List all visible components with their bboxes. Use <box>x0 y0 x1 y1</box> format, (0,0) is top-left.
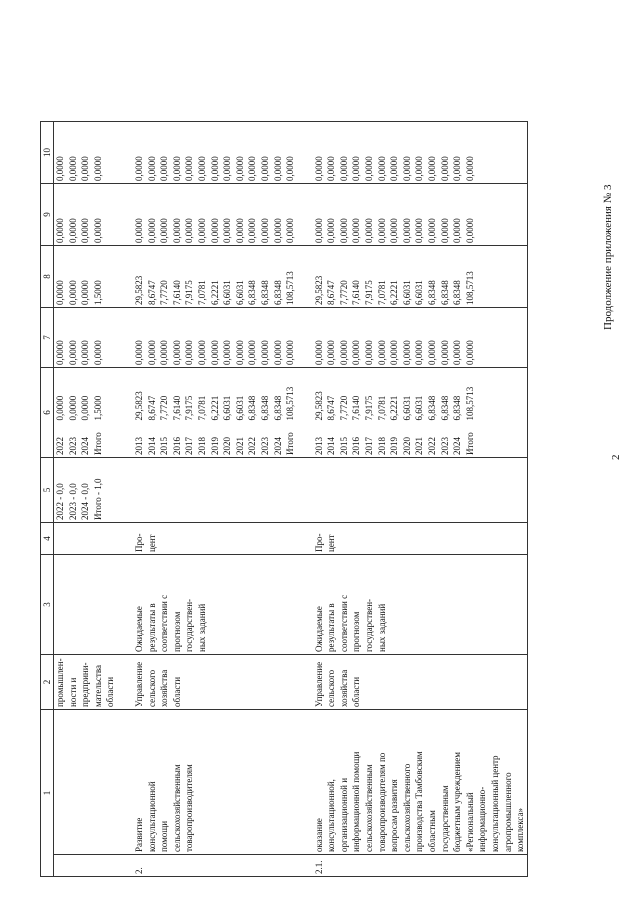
cell-line: 0,0000 <box>401 218 412 243</box>
cell-line: 0,0000 <box>338 340 349 365</box>
cell-line: 0,0000 <box>259 156 270 181</box>
cell-line: 7,7720 <box>338 280 349 305</box>
cell-line: области <box>105 676 116 707</box>
cell-line: 29,5823 <box>133 391 144 421</box>
cell-line: 2014 <box>326 437 337 455</box>
cell-line: предприни- <box>80 662 91 707</box>
cell-line: 0,0000 <box>55 218 65 243</box>
cell-line: 2023 - 0,0 <box>67 483 78 520</box>
cell-line: 6,8348 <box>272 280 283 305</box>
cell-line: 2024 <box>452 437 463 455</box>
cell-line: 2018 <box>376 437 387 455</box>
cell-line: 2022 - 0,0 <box>55 483 65 520</box>
cell-line: 8,6747 <box>326 395 337 421</box>
cell-line: Ожидаемые <box>133 606 144 652</box>
cell-line: 0,0000 <box>464 218 475 243</box>
cell-line: 0,0000 <box>259 218 270 243</box>
cell-line: 0,0000 <box>247 156 258 181</box>
cell-line: 0,0000 <box>285 156 296 181</box>
cell-line: 6,8348 <box>452 395 463 421</box>
cell-regional <box>54 246 117 308</box>
cell-line: 6,6031 <box>414 395 425 421</box>
cell-line: 6,6031 <box>401 280 412 305</box>
cell-line: 7,7720 <box>338 395 349 421</box>
cell-line: 0,0000 <box>133 340 144 365</box>
cell-line: Итого <box>464 432 475 455</box>
cell-line: 2018 <box>196 437 207 455</box>
cell-line: организационной и <box>338 777 349 852</box>
cell-line: 6,8348 <box>259 395 270 421</box>
cell-line: консультационной, <box>326 779 337 852</box>
cell-line: 0,0000 <box>222 156 233 181</box>
cell-line: 7,7720 <box>159 395 170 421</box>
cell-line: 0,0000 <box>92 340 103 365</box>
cell-total <box>117 368 297 423</box>
cell-line: 0,0000 <box>171 218 182 243</box>
header-col-6: 6 <box>41 368 54 458</box>
cell-line: 0,0000 <box>414 156 425 181</box>
cell-line: оказание <box>313 818 324 852</box>
header-col-9: 9 <box>41 184 54 246</box>
cell-line: 0,0000 <box>272 156 283 181</box>
cell-line: 7,0781 <box>196 395 207 421</box>
cell-line: 29,5823 <box>133 275 144 305</box>
cell-extra <box>117 122 297 184</box>
cell-line: результаты в <box>326 603 337 652</box>
cell-line: 0,0000 <box>452 218 463 243</box>
header-col-10: 10 <box>41 122 54 184</box>
cell-line: ности и <box>67 677 78 707</box>
cell-line: 8,6747 <box>326 280 337 305</box>
cell-line: 2019 <box>209 437 220 455</box>
cell-line: 6,2221 <box>389 280 400 305</box>
cell-line: 0,0000 <box>234 156 245 181</box>
cell-line: государствен- <box>184 598 195 652</box>
row-number: 2. <box>117 855 297 877</box>
row-number: 2.1. <box>297 855 528 877</box>
cell-line: 0,0000 <box>439 156 450 181</box>
cell-line: государственным <box>439 785 450 852</box>
cell-line: 6,6031 <box>234 395 245 421</box>
cell-line: 0,0000 <box>464 156 475 181</box>
cell-line: 0,0000 <box>285 218 296 243</box>
cell-line: 0,0000 <box>272 218 283 243</box>
cell-regional <box>297 246 528 308</box>
cell-line: 0,0000 <box>92 156 103 181</box>
cell-line: Итого <box>92 432 103 455</box>
cell-unit <box>297 523 528 555</box>
cell-line: Развитие <box>133 817 144 852</box>
cell-values-by-year <box>117 458 297 523</box>
cell-line: 0,0000 <box>313 340 324 365</box>
cell-line: 0,0000 <box>146 218 157 243</box>
row-number <box>54 855 117 877</box>
cell-line: 0,0000 <box>285 340 296 365</box>
cell-line: 2024 <box>272 437 283 455</box>
cell-line: 7,9175 <box>184 395 195 421</box>
cell-line: 2015 <box>159 437 170 455</box>
cell-years <box>54 423 117 458</box>
cell-line: 6,8348 <box>439 280 450 305</box>
page-number: 2 <box>610 454 622 460</box>
cell-line: 6,8348 <box>439 395 450 421</box>
cell-line: 2016 <box>171 437 182 455</box>
cell-line: помощи <box>159 820 170 852</box>
cell-line: 0,0000 <box>67 280 78 305</box>
cell-line: 7,6140 <box>351 395 362 421</box>
cell-line: информационной помощи <box>351 751 362 852</box>
cell-line: 7,6140 <box>351 280 362 305</box>
cell-line: 0,0000 <box>351 218 362 243</box>
cell-line: 2023 <box>259 437 270 455</box>
cell-line: 6,6031 <box>222 280 233 305</box>
cell-line: 0,0000 <box>196 156 207 181</box>
cell-line: 6,8348 <box>427 395 438 421</box>
cell-line: 29,5823 <box>313 391 324 421</box>
cell-line: 6,6031 <box>234 280 245 305</box>
cell-line: 0,0000 <box>313 218 324 243</box>
cell-line: 0,0000 <box>234 340 245 365</box>
cell-line: хозяйства <box>338 669 349 707</box>
cell-line: 0,0000 <box>67 340 78 365</box>
cell-federal <box>54 308 117 368</box>
cell-line: соответствии с <box>338 594 349 652</box>
cell-line: 0,0000 <box>222 218 233 243</box>
cell-line: 6,8348 <box>452 280 463 305</box>
cell-line: 2019 <box>389 437 400 455</box>
cell-line: результаты в <box>146 603 157 652</box>
cell-line: 0,0000 <box>414 340 425 365</box>
cell-line: 0,0000 <box>326 156 337 181</box>
cell-line: «Региональный <box>464 792 475 852</box>
cell-line: Управление <box>133 661 144 707</box>
cell-line: 2020 <box>401 437 412 455</box>
cell-line: 108,5713 <box>464 386 475 421</box>
cell-extra <box>54 122 117 184</box>
cell-line: 0,0000 <box>272 340 283 365</box>
cell-line: вопросам развития <box>389 779 400 852</box>
cell-line: Ожидаемые <box>313 606 324 652</box>
cell-line: прогнозом <box>351 611 362 652</box>
cell-line: 6,6031 <box>401 395 412 421</box>
cell-line: 0,0000 <box>364 156 375 181</box>
cell-line: 6,2221 <box>209 280 220 305</box>
cell-unit <box>54 523 117 555</box>
cell-line: 6,8348 <box>247 395 258 421</box>
cell-line: областным <box>427 810 438 852</box>
cell-line: 0,0000 <box>80 156 91 181</box>
cell-line: 0,0000 <box>184 156 195 181</box>
cell-line: 0,0000 <box>259 340 270 365</box>
cell-line: 0,0000 <box>171 156 182 181</box>
cell-line: 0,0000 <box>234 218 245 243</box>
cell-line: 108,5713 <box>464 271 475 305</box>
cell-line: 6,6031 <box>222 395 233 421</box>
cell-line: сельскохозяйственного <box>401 763 412 852</box>
cell-line: 0,0000 <box>338 218 349 243</box>
cell-line: Итого - 1,0 <box>92 478 103 520</box>
header-row <box>41 122 54 877</box>
cell-line: 0,0000 <box>133 156 144 181</box>
cell-line: 0,0000 <box>159 156 170 181</box>
cell-line: 7,0781 <box>376 395 387 421</box>
header-col-7: 7 <box>41 308 54 368</box>
cell-line: 0,0000 <box>55 156 65 181</box>
cell-result <box>117 555 297 655</box>
cell-line: 2017 <box>184 437 195 455</box>
header-col-5: 5 <box>41 458 54 523</box>
cell-regional <box>117 246 297 308</box>
cell-line: 0,0000 <box>427 156 438 181</box>
cell-line: 0,0000 <box>414 218 425 243</box>
cell-line: 2013 <box>133 437 144 455</box>
cell-unit <box>117 523 297 555</box>
cell-line: промышлен- <box>55 658 65 707</box>
cell-line: цент <box>146 534 157 552</box>
cell-line: области <box>351 676 362 707</box>
cell-line: сельского <box>146 669 157 707</box>
cell-line: 7,0781 <box>196 280 207 305</box>
header-col-2: 2 <box>41 655 54 710</box>
cell-line: информационно- <box>477 786 488 852</box>
cell-line: 0,0000 <box>376 340 387 365</box>
cell-line: 0,0000 <box>67 218 78 243</box>
cell-local <box>297 184 528 246</box>
program-table <box>40 121 528 877</box>
table-row <box>117 122 297 877</box>
cell-line: 108,5713 <box>285 271 296 305</box>
cell-line: 7,7720 <box>159 280 170 305</box>
cell-line: 0,0000 <box>171 340 182 365</box>
cell-line: 6,8348 <box>259 280 270 305</box>
cell-line: 2015 <box>338 437 349 455</box>
cell-line: 7,0781 <box>376 280 387 305</box>
cell-line: 2022 <box>55 437 65 455</box>
cell-line: 0,0000 <box>55 280 65 305</box>
cell-line: 0,0000 <box>389 156 400 181</box>
table-row <box>297 122 528 877</box>
cell-line: цент <box>326 534 337 552</box>
header-col-8: 8 <box>41 246 54 308</box>
cell-line: 0,0000 <box>184 218 195 243</box>
cell-values-by-year <box>297 458 528 523</box>
cell-federal <box>297 308 528 368</box>
cell-line: 2021 <box>414 437 425 455</box>
cell-line: 8,6747 <box>146 280 157 305</box>
cell-line: 2013 <box>313 437 324 455</box>
cell-line: 2022 <box>427 437 438 455</box>
cell-line: 0,0000 <box>146 340 157 365</box>
cell-line: 7,6140 <box>171 280 182 305</box>
cell-line: 0,0000 <box>452 340 463 365</box>
cell-line: 0,0000 <box>80 340 91 365</box>
cell-line: 6,6031 <box>414 280 425 305</box>
cell-line: 0,0000 <box>389 340 400 365</box>
cell-line: сельскохозяйственным <box>171 764 182 852</box>
cell-line: 1,5000 <box>92 280 103 305</box>
cell-line: 0,0000 <box>209 156 220 181</box>
cell-federal <box>117 308 297 368</box>
cell-line: соответствии с <box>159 594 170 652</box>
header-col-3: 3 <box>41 555 54 655</box>
cell-line: 7,9175 <box>184 280 195 305</box>
cell-line: 0,0000 <box>146 156 157 181</box>
cell-line: 0,0000 <box>67 156 78 181</box>
cell-values-by-year <box>54 458 117 523</box>
cell-name <box>117 710 297 855</box>
cell-years <box>297 423 528 458</box>
cell-total <box>54 368 117 423</box>
cell-line: 0,0000 <box>247 218 258 243</box>
cell-line: консультационный центр <box>490 755 500 852</box>
cell-line: 0,0000 <box>326 218 337 243</box>
cell-line: 0,0000 <box>159 218 170 243</box>
cell-line: 2023 <box>439 437 450 455</box>
table-row <box>54 122 117 877</box>
cell-line: 0,0000 <box>55 340 65 365</box>
cell-line: ных заданий <box>196 603 207 652</box>
cell-line: 7,9175 <box>364 280 375 305</box>
cell-line: 2020 <box>222 437 233 455</box>
cell-line: сельскохозяйственным <box>364 764 375 852</box>
cell-line: Управление <box>313 661 324 707</box>
cell-line: 0,0000 <box>351 156 362 181</box>
cell-line: 6,8348 <box>427 280 438 305</box>
cell-name <box>297 710 528 855</box>
header-col-1: 1 <box>41 710 54 877</box>
cell-line: 0,0000 <box>439 218 450 243</box>
cell-executor <box>297 655 528 710</box>
cell-line: 0,0000 <box>452 156 463 181</box>
cell-line: 2016 <box>351 437 362 455</box>
cell-line: 2023 <box>67 437 78 455</box>
cell-line: 0,0000 <box>389 218 400 243</box>
cell-line: ных заданий <box>376 603 387 652</box>
cell-line: Про- <box>133 533 144 552</box>
cell-line: 8,6747 <box>146 395 157 421</box>
cell-line: 0,0000 <box>338 156 349 181</box>
cell-line: 0,0000 <box>364 218 375 243</box>
cell-local <box>54 184 117 246</box>
appendix-title: Продолжение приложения № 3 <box>602 184 614 330</box>
cell-line: бюджетным учреждением <box>452 752 463 852</box>
cell-line: производства Тамбовским <box>414 751 425 852</box>
cell-line: 0,0000 <box>133 218 144 243</box>
cell-line: 0,0000 <box>376 156 387 181</box>
cell-line: 0,0000 <box>376 218 387 243</box>
cell-line: 0,0000 <box>196 340 207 365</box>
cell-line: 0,0000 <box>439 340 450 365</box>
cell-line: 6,8348 <box>272 395 283 421</box>
cell-line: 0,0000 <box>159 340 170 365</box>
cell-line: 0,0000 <box>464 340 475 365</box>
cell-line: 29,5823 <box>313 275 324 305</box>
cell-line: хозяйства <box>159 669 170 707</box>
cell-line: 2024 <box>80 437 91 455</box>
cell-line: 2017 <box>364 437 375 455</box>
cell-line: 2024 - 0,0 <box>80 483 91 520</box>
cell-total <box>297 368 528 423</box>
cell-line: 0,0000 <box>401 340 412 365</box>
cell-line: 7,9175 <box>364 395 375 421</box>
cell-result <box>297 555 528 655</box>
cell-line: 0,0000 <box>209 218 220 243</box>
cell-line: товаропроизводителям <box>184 764 195 852</box>
cell-line: 6,8348 <box>247 280 258 305</box>
cell-line: 0,0000 <box>427 218 438 243</box>
cell-line: Про- <box>313 533 324 552</box>
cell-line: 0,0000 <box>313 156 324 181</box>
cell-line: 0,0000 <box>401 156 412 181</box>
cell-line: товаропроизводителям по <box>376 752 387 852</box>
cell-line: 0,0000 <box>80 218 91 243</box>
cell-result <box>54 555 117 655</box>
cell-line: комплекса» <box>515 808 526 852</box>
cell-line: сельского <box>326 669 337 707</box>
cell-line: агропромышленного <box>502 772 513 852</box>
cell-line: 2022 <box>247 437 258 455</box>
cell-local <box>117 184 297 246</box>
cell-line: 0,0000 <box>80 395 91 421</box>
cell-line: государствен- <box>364 598 375 652</box>
cell-line: 0,0000 <box>427 340 438 365</box>
cell-line: консультационной <box>146 781 157 852</box>
cell-line: 0,0000 <box>196 218 207 243</box>
cell-line: 0,0000 <box>326 340 337 365</box>
cell-line: 0,0000 <box>55 395 65 421</box>
cell-line: 0,0000 <box>184 340 195 365</box>
cell-line: 7,6140 <box>171 395 182 421</box>
cell-line: 0,0000 <box>351 340 362 365</box>
cell-line: 6,2221 <box>389 395 400 421</box>
cell-line: 0,0000 <box>92 218 103 243</box>
cell-line: 0,0000 <box>364 340 375 365</box>
cell-line: 0,0000 <box>80 280 91 305</box>
cell-line: 108,5713 <box>285 386 296 421</box>
cell-executor <box>117 655 297 710</box>
header-col-4: 4 <box>41 523 54 555</box>
cell-name <box>54 710 117 855</box>
cell-extra <box>297 122 528 184</box>
cell-line: прогнозом <box>171 611 182 652</box>
cell-line: 2014 <box>146 437 157 455</box>
cell-years <box>117 423 297 458</box>
cell-line: 0,0000 <box>222 340 233 365</box>
cell-line: мательства <box>92 665 103 707</box>
cell-line: 1,5000 <box>92 395 103 421</box>
cell-line: 2021 <box>234 437 245 455</box>
cell-line: области <box>171 676 182 707</box>
cell-line: Итого <box>285 432 296 455</box>
cell-line: 0,0000 <box>247 340 258 365</box>
cell-line: 6,2221 <box>209 395 220 421</box>
cell-line: 0,0000 <box>209 340 220 365</box>
cell-executor <box>54 655 117 710</box>
cell-line: 0,0000 <box>67 395 78 421</box>
